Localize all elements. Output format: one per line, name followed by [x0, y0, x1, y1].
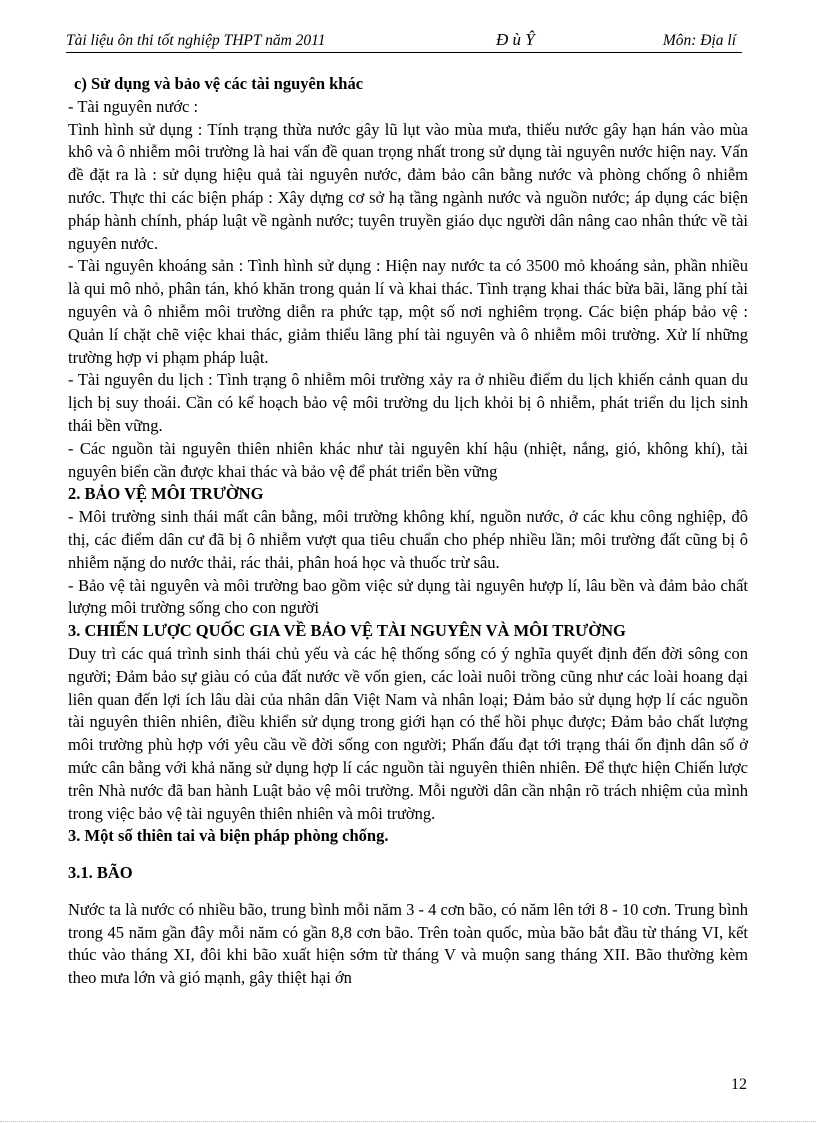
page-number: 12: [731, 1076, 747, 1093]
section-c-heading: c) Sử dụng và bảo vệ các tài nguyên khác: [74, 74, 364, 93]
section-3-heading: 3. CHIẾN LƯỢC QUỐC GIA VỀ BẢO VỆ TÀI NGUYÊN VÀ MÔI TRƯỜNG: [68, 621, 626, 641]
water-resource-paragraph: Tình hình sử dụng : Tính trạng thừa nước gây lũ lụt vào mùa mưa, thiếu nước gây hạn hán vào mùa khô và ô nhiễm môi trường là hai vấn đề quan trọng nhất trong sử dụng tài nguyên nước hiện nay. Vấn đề đặt ra là : sử dụng hiệu quả tài nguyên nước, đảm bảo cân bằng nước và phòng chống ô nhiễm nước. Thực thi các biện pháp : Xây dựng cơ sở hạ tầng ngành nước và nguồn nước; áp dụng các biện pháp hành chính, pháp luật về ngành nước; tuyên truyền giáo dục người dân nâng cao nhân thức về tài nguyên nước.: [68, 119, 748, 253]
header-logo: Đ ù Ŷ: [496, 30, 535, 49]
other-resources-paragraph: - Các nguồn tài nguyên thiên nhiên khác như tài nguyên khí hậu (nhiệt, nắng, gió, không khí), tài nguyên biển cần được khai thác và bảo vệ để phát triển bền vững: [68, 438, 748, 481]
water-resource-label: - Tài nguyên nước :: [68, 96, 199, 116]
footer-divider: [0, 1121, 816, 1122]
environment-paragraph-2: - Bảo vệ tài nguyên và môi trường bao gồm việc sử dụng tài nguyên hượp lí, lâu bền và đảm bảo chất lượng môi trường sống cho con người: [68, 575, 748, 618]
section-2-heading: 2. BẢO VỆ MÔI TRƯỜNG: [68, 484, 264, 504]
storm-heading: 3.1. BÃO: [68, 863, 133, 883]
header-subject: Môn: Địa lí: [662, 32, 736, 49]
mineral-resource-paragraph: - Tài nguyên khoáng sản : Tình hình sử dụng : Hiện nay nước ta có 3500 mỏ khoáng sản, phần nhiều là qui mô nhỏ, phân tán, khó khăn trong quản lí và khai thác. Tình trạng khai thác bừa bãi, lãng phí tài nguyên và ô nhiễm môi trường diễn ra phức tạp, một số nơi nghiêm trọng. Các biện pháp bảo vệ : Quản lí chặt chẽ việc khai thác, giảm thiểu lãng phí tài nguyên và ô nhiễm môi trường. Xử lí những trường hợp vi phạm pháp luật.: [68, 256, 748, 367]
storm-paragraph: Nước ta là nước có nhiều bão, trung bình mỗi năm 3 - 4 cơn bão, có năm lên tới 8 - 10 cơn. Trung bình trong 45 năm gần đây mỗi năm có gần 8,8 cơn bão. Trên toàn quốc, mùa bão bắt đầu từ tháng VI, kết thúc vào tháng XI, đôi khi bão xuất hiện sớm từ tháng V và muộn sang tháng XII. Bão thường kèm theo mưa lớn và gió mạnh, gây thiệt hại ớn: [68, 899, 748, 988]
disaster-heading: 3. Một số thiên tai và biện pháp phòng chống.: [68, 826, 389, 846]
tourism-resource-paragraph: - Tài nguyên du lịch : Tình trạng ô nhiễm môi trường xảy ra ở nhiều điểm du lịch khiến cảnh quan du lịch bị suy thoái. Cần có kế hoạch bảo vệ môi trường du lịch khỏi bị ô nhiễm, phát triển du lịch sinh thái bền vững.: [68, 370, 748, 435]
environment-paragraph-1: - Môi trường sinh thái mất cân bằng, môi trường không khí, nguồn nước, ở các khu công nghiệp, đô thị, các điểm dân cư đã bị ô nhiễm vượt qua tiêu chuẩn cho phép nhiều lần; môi trường đất cũng bị ô nhiễm nặng do nước thải, rác thải, phân hoá học và thuốc trừ sâu.: [68, 507, 748, 572]
page-body: [68, 73, 748, 990]
header-title: Tài liệu ôn thi tốt nghiệp THPT năm 2011: [66, 32, 326, 49]
strategy-paragraph: Duy trì các quá trình sinh thái chủ yếu và các hệ thống sống có ý nghĩa quyết định đến đời sông con người; Đảm bảo sự giàu có của đất nước về vốn gien, các loài nuôi trồng cũng như các loài hoang dại liên quan đến lợi ích lâu dài của nhân dân Việt Nam và nhân loại; Đảm bảo sử dụng hợp lí các nguồn tài nguyên thiên nhiên, điều khiển sử dụng trong giới hạn có thể hồi phục được; Đảm bảo chất lượng môi trường phù hợp với yêu cầu về đời sống con người; Phấn đấu đạt tới trạng thái ổn định dân số ở mức cân bằng với khả năng sử dụng hợp lí các nguồn tài nguyên thiên nhiên. Để thực hiện Chiến lược trên Nhà nước đã ban hành Luật bảo vệ môi trường. Mỗi người dân cần nhận rõ trách nhiệm của mình trong việc bảo vệ tài nguyên thiên nhiên và môi trường.: [68, 643, 748, 823]
page-header: [66, 30, 742, 53]
